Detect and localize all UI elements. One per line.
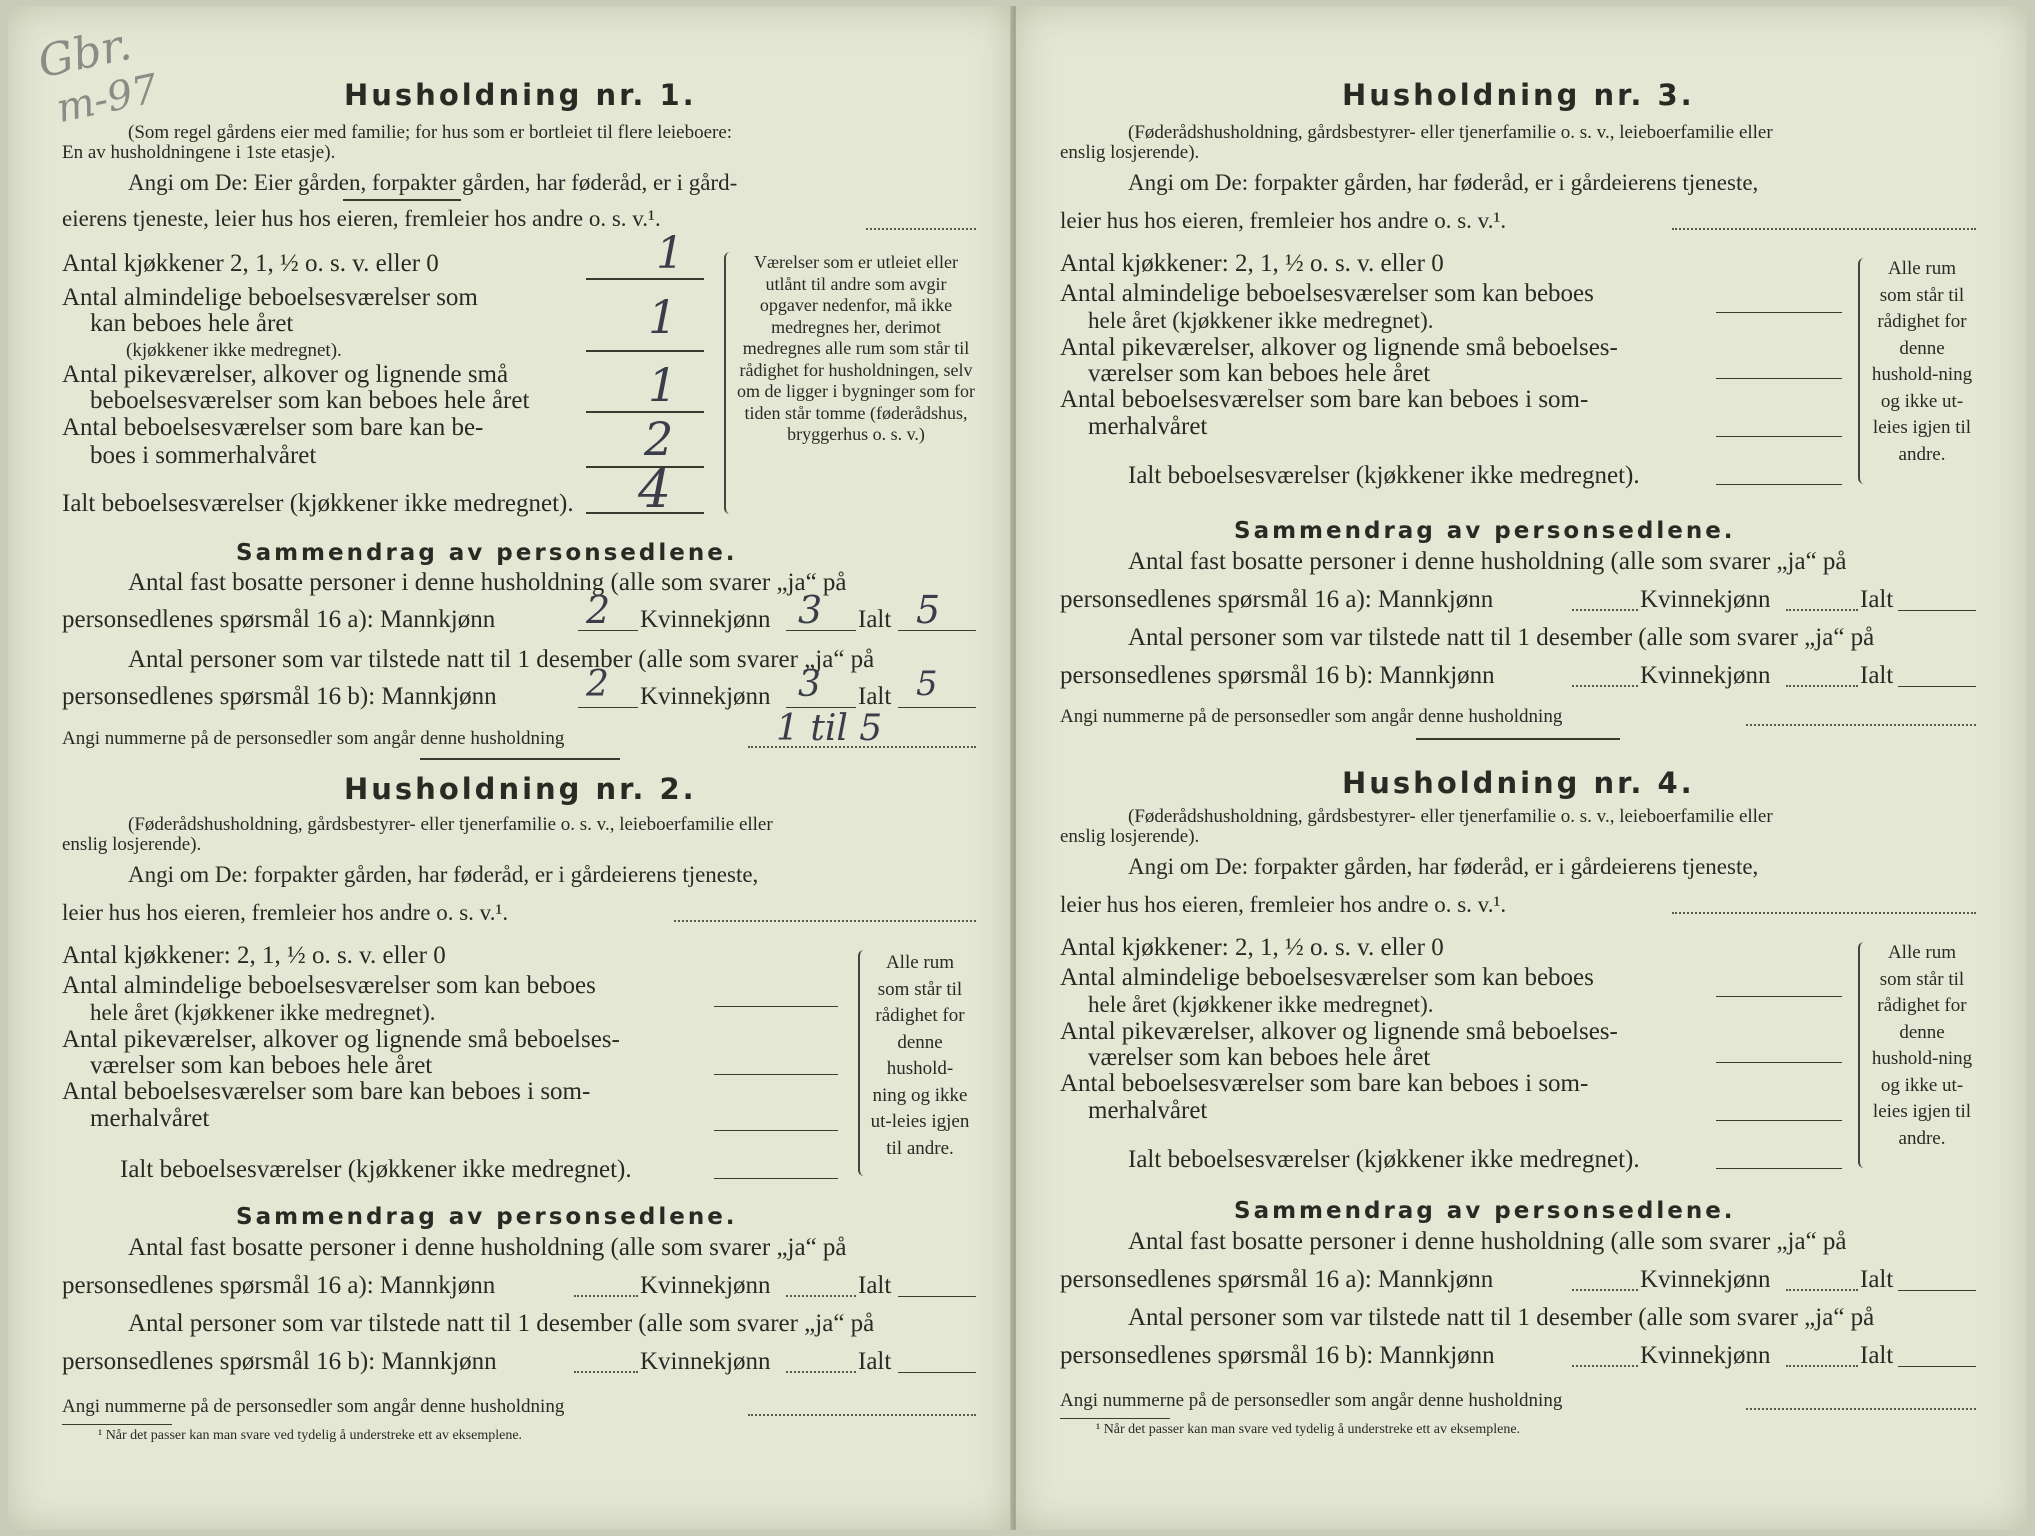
household-1-angi-line-2: eierens tjeneste, leier hus hos eieren, fremleier hos andre o. s. v.¹.: [62, 206, 661, 231]
fill-line: [574, 1371, 638, 1373]
household-2-note: (Føderådshusholdning, gårdsbestyrer- eller tjenerfamilie o. s. v., leieboerfamilie eller: [128, 814, 773, 835]
h3-summary-title: Sammendrag av personsedlene.: [1234, 518, 1736, 544]
h4-kjokkener-label: Antal kjøkkener: 2, 1, ½ o. s. v. eller 0: [1060, 934, 1444, 961]
h1-s1-line2: personsedlenes spørsmål 16 a): Mannkjønn: [62, 606, 496, 633]
h1-kjokkener-value: 1: [656, 228, 684, 279]
h1-s2-line2: personsedlenes spørsmål 16 b): Mannkjønn: [62, 683, 497, 710]
household-1-angi-line-1: Angi om De: Eier gården, forpakter gården, har føderåd, er i gård-: [128, 170, 738, 195]
h3-kjokkener-label: Antal kjøkkener: 2, 1, ½ o. s. v. eller 0: [1060, 250, 1444, 277]
h4-sommer-label-1: Antal beboelsesværelser som bare kan beboes i som-: [1060, 1070, 1589, 1097]
h1-alm-value: 1: [648, 290, 678, 344]
h3-s2-line1: Antal personer som var tilstede natt til 1 desember (alle som svarer „ja“ på: [1128, 624, 1875, 651]
fill-line: [1898, 686, 1976, 687]
fill-line: [1672, 228, 1976, 230]
h3-pike-label-2: værelser som kan beboes hele året: [1088, 360, 1431, 387]
fill-line: [1716, 1062, 1842, 1063]
fill-line: [1898, 1366, 1976, 1367]
h2-s1-line2: personsedlenes spørsmål 16 a): Mannkjønn: [62, 1272, 496, 1299]
h3-s2-line2: personsedlenes spørsmål 16 b): Mannkjønn: [1060, 662, 1495, 689]
h4-s1-line2: personsedlenes spørsmål 16 a): Mannkjønn: [1060, 1266, 1494, 1293]
h4-s2-line1: Antal personer som var tilstede natt til 1 desember (alle som svarer „ja“ på: [1128, 1304, 1875, 1331]
fill-line: [1786, 609, 1858, 611]
h4-sommer-label-2: merhalvåret: [1088, 1097, 1208, 1124]
h4-s2-ialt: Ialt: [1860, 1342, 1894, 1369]
household-3-note-2: enslig losjerende).: [1060, 142, 1200, 163]
fill-line: [714, 1130, 838, 1131]
h4-s1-line1: Antal fast bosatte personer i denne husholdning (alle som svarer „ja“ på: [1128, 1228, 1847, 1255]
h3-s1-kvinne: Kvinnekjønn: [1640, 586, 1771, 613]
h3-s1-ialt: Ialt: [1860, 586, 1894, 613]
fill-line: [1716, 312, 1842, 313]
h4-s1-ialt: Ialt: [1860, 1266, 1894, 1293]
h4-side-brace: [1858, 942, 1868, 1168]
h1-s2-kvinne: Kvinnekjønn: [640, 683, 771, 710]
h3-ialt-label: Ialt beboelsesværelser (kjøkkener ikke medregnet).: [1128, 462, 1640, 489]
document-spread: [8, 6, 2027, 1530]
h1-kjokkener-label: Antal kjøkkener 2, 1, ½ o. s. v. eller 0: [62, 250, 439, 277]
h2-pike-label-2: værelser som kan beboes hele året: [90, 1052, 433, 1079]
h1-pike-label-2: beboelsesværelser som kan beboes hele året: [90, 387, 530, 414]
h1-side-brace: [724, 252, 734, 514]
h2-s2-line1: Antal personer som var tilstede natt til 1 desember (alle som svarer „ja“ på: [128, 1310, 875, 1337]
h2-side-brace: [858, 950, 868, 1176]
h4-summary-title: Sammendrag av personsedlene.: [1234, 1198, 1736, 1224]
section-divider: [420, 758, 620, 760]
fill-line: [1572, 1289, 1638, 1291]
h1-a-ialt: 5: [916, 588, 941, 632]
h2-alm-label-2: hele året (kjøkkener ikke medregnet).: [90, 1000, 436, 1025]
fill-line: [714, 1074, 838, 1075]
h3-s2-ialt: Ialt: [1860, 662, 1894, 689]
h2-s2-line2: personsedlenes spørsmål 16 b): Mannkjønn: [62, 1348, 497, 1375]
h1-ialt-value: 4: [638, 460, 672, 520]
h3-alm-label-2: hele året (kjøkkener ikke medregnet).: [1088, 308, 1434, 333]
left-page: [8, 6, 1012, 1530]
h1-a-kvinne: 3: [798, 588, 823, 632]
h3-alm-label-1: Antal almindelige beboelsesværelser som kan beboes: [1060, 280, 1594, 307]
household-1-title: Husholdning nr. 1.: [344, 78, 697, 112]
h1-alm-label-2: kan beboes hele året: [90, 310, 294, 337]
h2-s2-kvinne: Kvinnekjønn: [640, 1348, 771, 1375]
fill-line: [1716, 378, 1842, 379]
household-1-note-2: En av husholdningene i 1ste etasje).: [62, 142, 336, 163]
h4-side-note: Alle rum som står til rådighet for denne hushold-ning og ikke ut-leies igjen til andre.: [1871, 942, 1973, 1149]
fill-line: [1786, 1365, 1858, 1367]
footnote-divider: [1060, 1418, 1170, 1419]
corner-pencil-note: Gbr.: [33, 18, 136, 89]
h3-nummer-label: Angi nummerne på de personsedler som angår denne husholdning: [1060, 706, 1563, 727]
fill-line: [1786, 685, 1858, 687]
h3-s1-line2: personsedlenes spørsmål 16 a): Mannkjønn: [1060, 586, 1494, 613]
household-2-title: Husholdning nr. 2.: [344, 772, 697, 806]
left-footnote: ¹ Når det passer kan man svare ved tydelig å understreke ett av eksemplene.: [98, 1428, 523, 1443]
fill-line: [1716, 996, 1842, 997]
h2-side-note: Alle rum som står til rådighet for denne hushold-ning og ikke ut-leies igjen til andre.: [870, 952, 970, 1159]
h2-pike-label-1: Antal pikeværelser, alkover og lignende små beboelses-: [62, 1026, 620, 1053]
h2-sommer-label-1: Antal beboelsesværelser som bare kan beboes i som-: [62, 1078, 591, 1105]
right-footnote: ¹ Når det passer kan man svare ved tydelig å understreke ett av eksemplene.: [1096, 1422, 1521, 1437]
h2-s2-ialt: Ialt: [858, 1348, 892, 1375]
h1-nummer-value: 1 til 5: [776, 708, 883, 749]
household-4-angi-line-2: leier hus hos eieren, fremleier hos andre o. s. v.¹.: [1060, 892, 1507, 917]
h1-pike-value: 1: [648, 358, 678, 412]
h1-pike-label-1: Antal pikeværelser, alkover og lignende små: [62, 361, 509, 388]
fill-line: [1746, 1408, 1976, 1410]
fill-line: [574, 1295, 638, 1297]
h4-nummer-label: Angi nummerne på de personsedler som angår denne husholdning: [1060, 1390, 1563, 1411]
fill-line: [898, 707, 976, 708]
h3-pike-label-1: Antal pikeværelser, alkover og lignende små beboelses-: [1060, 334, 1618, 361]
household-2-angi-line-2: leier hus hos eieren, fremleier hos andre o. s. v.¹.: [62, 900, 509, 925]
fill-line: [1572, 609, 1638, 611]
h3-side-brace: [1858, 258, 1868, 484]
fill-line: [1786, 1289, 1858, 1291]
fill-line: [748, 1414, 976, 1416]
h2-nummer-label: Angi nummerne på de personsedler som angår denne husholdning: [62, 1396, 565, 1417]
h1-b-ialt: 5: [916, 664, 938, 704]
h1-b-mann: 2: [586, 664, 609, 705]
fill-line: [1716, 436, 1842, 437]
fill-line: [1672, 912, 1976, 914]
fill-line: [1572, 685, 1638, 687]
fill-line: [898, 1372, 976, 1373]
h1-a-mann: 2: [586, 588, 611, 632]
household-2-angi-line-1: Angi om De: forpakter gården, har føderåd, er i gårdeierens tjeneste,: [128, 862, 759, 887]
household-3-note: (Føderådshusholdning, gårdsbestyrer- eller tjenerfamilie o. s. v., leieboerfamilie eller: [1128, 122, 1773, 143]
h4-s2-kvinne: Kvinnekjønn: [1640, 1342, 1771, 1369]
h4-ialt-label: Ialt beboelsesværelser (kjøkkener ikke medregnet).: [1128, 1146, 1640, 1173]
h1-b-kvinne: 3: [798, 664, 821, 705]
household-4-note-2: enslig losjerende).: [1060, 826, 1200, 847]
household-4-title: Husholdning nr. 4.: [1342, 766, 1695, 800]
household-4-angi-line-1: Angi om De: forpakter gården, har føderåd, er i gårdeierens tjeneste,: [1128, 854, 1759, 879]
h2-s1-ialt: Ialt: [858, 1272, 892, 1299]
h1-answer-line: [586, 350, 704, 352]
h2-s1-kvinne: Kvinnekjønn: [640, 1272, 771, 1299]
h4-pike-label-2: værelser som kan beboes hele året: [1088, 1044, 1431, 1071]
footnote-divider: [62, 1424, 172, 1425]
h1-answer-line: [586, 278, 704, 280]
h3-sommer-label-2: merhalvåret: [1088, 413, 1208, 440]
h1-sommer-label-1: Antal beboelsesværelser som bare kan be-: [62, 414, 484, 441]
h4-pike-label-1: Antal pikeværelser, alkover og lignende små beboelses-: [1060, 1018, 1618, 1045]
h1-nummer-label: Angi nummerne på de personsedler som angår denne husholdning: [62, 728, 565, 749]
h3-sommer-label-1: Antal beboelsesværelser som bare kan beboes i som-: [1060, 386, 1589, 413]
fill-line: [1746, 724, 1976, 726]
h2-summary-title: Sammendrag av personsedlene.: [236, 1204, 738, 1230]
h1-alm-label-3: (kjøkkener ikke medregnet).: [126, 340, 342, 361]
h1-summary-title: Sammendrag av personsedlene.: [236, 540, 738, 566]
fill-line: [1572, 1365, 1638, 1367]
household-1-note: (Som regel gårdens eier med familie; for hus som er bortleiet til flere leieboere:: [128, 122, 733, 143]
h1-s1-ialt: Ialt: [858, 606, 892, 633]
household-3-title: Husholdning nr. 3.: [1342, 78, 1695, 112]
h4-alm-label-1: Antal almindelige beboelsesværelser som kan beboes: [1060, 964, 1594, 991]
h3-s2-kvinne: Kvinnekjønn: [1640, 662, 1771, 689]
h2-kjokkener-label: Antal kjøkkener: 2, 1, ½ o. s. v. eller 0: [62, 942, 446, 969]
fill-line: [1716, 1120, 1842, 1121]
fill-line: [1716, 1168, 1842, 1169]
h1-sommer-label-2: boes i sommerhalvåret: [90, 442, 317, 469]
h1-alm-label-1: Antal almindelige beboelsesværelser som: [62, 284, 478, 311]
h1-s2-line1: Antal personer som var tilstede natt til 1 desember (alle som svarer „ja“ på: [128, 646, 875, 673]
section-divider: [1416, 738, 1620, 740]
h1-side-note: Værelser som er utleiet eller utlånt til andre som avgir opgaver nedenfor, må ikke medregnes her, derimot medregnes alle rum som står til rådighet for husholdningen, selv om de ligger i bygninger som for tiden står tomme (føderådshus, bryggerhus o. s. v.): [737, 252, 975, 444]
household-2-note-2: enslig losjerende).: [62, 834, 202, 855]
h4-s2-line2: personsedlenes spørsmål 16 b): Mannkjønn: [1060, 1342, 1495, 1369]
h3-side-note: Alle rum som står til rådighet for denne hushold-ning og ikke ut-leies igjen til andre.: [1871, 258, 1973, 465]
fill-line: [786, 1371, 856, 1373]
fill-line: [714, 1178, 838, 1179]
household-3-angi-line-2: leier hus hos eieren, fremleier hos andre o. s. v.¹.: [1060, 208, 1507, 233]
right-page: [1016, 6, 2027, 1530]
fill-line: [1898, 1290, 1976, 1291]
fill-line: [866, 228, 976, 230]
h2-ialt-label: Ialt beboelsesværelser (kjøkkener ikke medregnet).: [120, 1156, 632, 1183]
fill-line: [578, 707, 638, 708]
corner-pencil-note-2: m-97: [52, 65, 163, 133]
household-4-note: (Føderådshusholdning, gårdsbestyrer- eller tjenerfamilie o. s. v., leieboerfamilie eller: [1128, 806, 1773, 827]
fill-line: [714, 1006, 838, 1007]
underline-eier-garden: [343, 199, 461, 201]
h1-s1-kvinne: Kvinnekjønn: [640, 606, 771, 633]
h4-alm-label-2: hele året (kjøkkener ikke medregnet).: [1088, 992, 1434, 1017]
household-3-angi-line-1: Angi om De: forpakter gården, har føderåd, er i gårdeierens tjeneste,: [1128, 170, 1759, 195]
h3-s1-line1: Antal fast bosatte personer i denne husholdning (alle som svarer „ja“ på: [1128, 548, 1847, 575]
h4-s1-kvinne: Kvinnekjønn: [1640, 1266, 1771, 1293]
h2-sommer-label-2: merhalvåret: [90, 1105, 210, 1132]
fill-line: [898, 1296, 976, 1297]
fill-line: [1716, 484, 1842, 485]
h2-s1-line1: Antal fast bosatte personer i denne husholdning (alle som svarer „ja“ på: [128, 1234, 847, 1261]
h2-alm-label-1: Antal almindelige beboelsesværelser som kan beboes: [62, 972, 596, 999]
fill-line: [1898, 610, 1976, 611]
h1-s2-ialt: Ialt: [858, 683, 892, 710]
h1-ialt-label: Ialt beboelsesværelser (kjøkkener ikke medregnet).: [62, 490, 574, 517]
h1-s1-line1: Antal fast bosatte personer i denne husholdning (alle som svarer „ja“ på: [128, 569, 847, 596]
fill-line: [786, 1295, 856, 1297]
h1-sommer-value: 2: [644, 412, 674, 466]
fill-line: [674, 920, 976, 922]
